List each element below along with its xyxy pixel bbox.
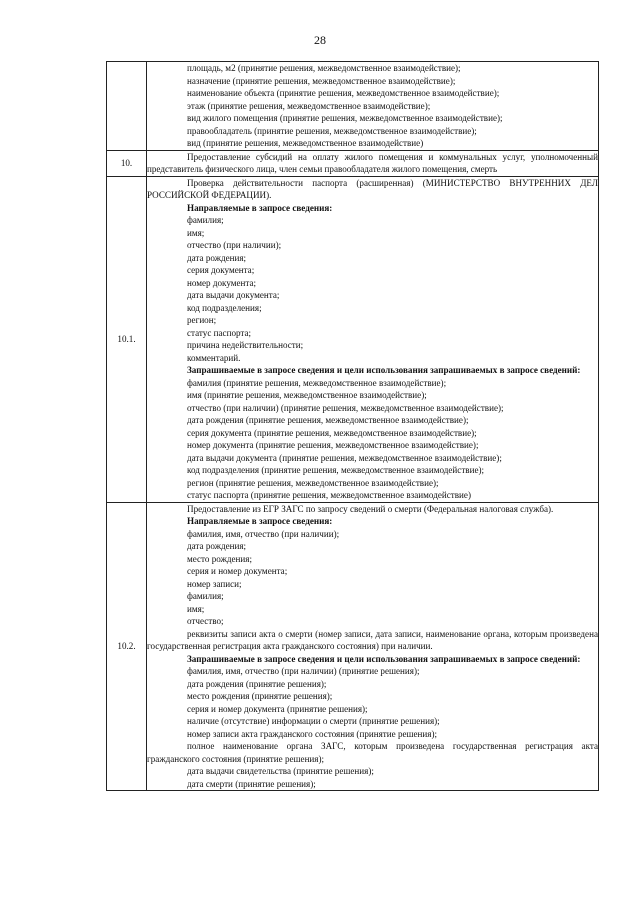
content-line: Предоставление из ЕГР ЗАГС по запросу сведений о смерти (Федеральная налоговая служба).: [187, 503, 554, 514]
content-line: серия и номер документа (принятие решения);: [187, 703, 368, 714]
content-line: дата смерти (принятие решения);: [187, 778, 316, 789]
content-line: номер записи акта гражданского состояния (принятие решения);: [187, 728, 438, 739]
content-line: Проверка действительности паспорта (расширенная) (МИНИСТЕРСТВО ВНУТРЕННИХ ДЕЛ РОССИЙСКОЙ ФЕДЕРАЦИИ).: [147, 177, 598, 200]
content-line: причина недействительности;: [187, 340, 304, 350]
content-line: вид жилого помещения (принятие решения, межведомственное взаимодействие);: [187, 113, 503, 123]
section-heading: Запрашиваемые в запросе сведения и цели использования запрашиваемых в запросе сведений:: [187, 365, 581, 375]
row-number-cell: 10.2.: [107, 502, 147, 791]
content-line: место рождения;: [187, 553, 252, 564]
content-line: серия документа;: [187, 265, 255, 275]
content-line: правообладатель (принятие решения, межведомственное взаимодействие);: [187, 125, 477, 136]
content-line: серия документа (принятие решения, межведомственное взаимодействие);: [187, 427, 477, 438]
row-number-cell: 10.1.: [107, 176, 147, 502]
table-row: [107, 176, 599, 502]
content-line: фамилия;: [187, 215, 224, 225]
content-line: дата выдачи документа;: [187, 290, 280, 300]
content-line: фамилия;: [187, 591, 224, 601]
content-line: статус паспорта;: [187, 327, 252, 338]
content-line: имя;: [187, 227, 205, 238]
content-line: статус паспорта (принятие решения, межведомственное взаимодействие): [187, 490, 471, 500]
content-line: назначение (принятие решения, межведомственное взаимодействие);: [187, 75, 456, 86]
content-line: место рождения (принятие решения);: [187, 691, 333, 701]
section-heading: Запрашиваемые в запросе сведения и цели использования запрашиваемых в запросе сведений:: [187, 653, 581, 664]
content-line: реквизиты записи акта о смерти (номер записи, дата записи, наименование органа, которым произведена государственная регистрация акта гражданского состояния) при наличии.: [147, 628, 598, 651]
content-line: номер записи;: [187, 578, 242, 589]
content-line: фамилия (принятие решения, межведомственное взаимодействие);: [187, 377, 447, 388]
row-content-cell: [147, 176, 599, 502]
content-line: имя;: [187, 603, 205, 614]
content-line: серия и номер документа;: [187, 566, 288, 576]
content-line: наименование объекта (принятие решения, межведомственное взаимодействие);: [187, 88, 500, 98]
content-line: регион;: [187, 315, 217, 325]
table-row: [107, 62, 599, 151]
section-heading: Направляемые в запросе сведения:: [187, 516, 333, 526]
content-line: дата рождения;: [187, 252, 247, 263]
content-line: фамилия, имя, отчество (при наличии);: [187, 528, 340, 539]
content-line: Предоставление субсидий на оплату жилого помещения и коммунальных услуг, уполномоченный представитель физического лица, член семьи правообладателя жилого помещения, смерть: [147, 151, 598, 174]
content-line: номер документа;: [187, 277, 257, 288]
content-line: регион (принятие решения, межведомственное взаимодействие);: [187, 477, 439, 488]
content-line: отчество (при наличии);: [187, 240, 282, 250]
content-line: номер документа (принятие решения, межведомственное взаимодействие);: [187, 440, 479, 450]
content-line: полное наименование органа ЗАГС, которым произведена государственная регистрация акта гражданского состояния (принятие решения);: [147, 741, 598, 764]
content-line: площадь, м2 (принятие решения, межведомственное взаимодействие);: [187, 63, 461, 73]
page-number: 28: [314, 33, 326, 47]
document-table: [106, 61, 599, 791]
row-number-cell: [107, 62, 147, 151]
table-row: [107, 150, 599, 176]
row-content-cell: [147, 502, 599, 791]
content-line: фамилия, имя, отчество (при наличии) (принятие решения);: [187, 666, 420, 676]
row-number-cell: 10.: [107, 150, 147, 176]
section-heading: Направляемые в запросе сведения:: [187, 202, 333, 213]
content-line: отчество;: [187, 616, 224, 626]
row-content-cell: [147, 62, 599, 151]
content-line: дата рождения (принятие решения, межведомственное взаимодействие);: [187, 415, 469, 425]
content-line: дата рождения (принятие решения);: [187, 678, 327, 689]
content-line: код подразделения;: [187, 302, 262, 313]
content-line: дата рождения;: [187, 541, 247, 551]
content-line: дата выдачи документа (принятие решения, межведомственное взаимодействие);: [187, 452, 502, 463]
content-line: наличие (отсутствие) информации о смерти (принятие решения);: [187, 716, 440, 726]
content-line: имя (принятие решения, межведомственное взаимодействие);: [187, 390, 427, 400]
content-line: дата выдачи свидетельства (принятие решения);: [187, 766, 374, 776]
content-line: код подразделения (принятие решения, межведомственное взаимодействие);: [187, 465, 485, 475]
table-row: [107, 502, 599, 791]
content-line: комментарий.: [187, 352, 241, 363]
content-line: этаж (принятие решения, межведомственное взаимодействие);: [187, 100, 431, 111]
content-line: вид (принятие решения, межведомственное взаимодействие): [187, 138, 424, 148]
row-content-cell: [147, 150, 599, 176]
content-line: отчество (при наличии) (принятие решения, межведомственное взаимодействие);: [187, 402, 504, 413]
